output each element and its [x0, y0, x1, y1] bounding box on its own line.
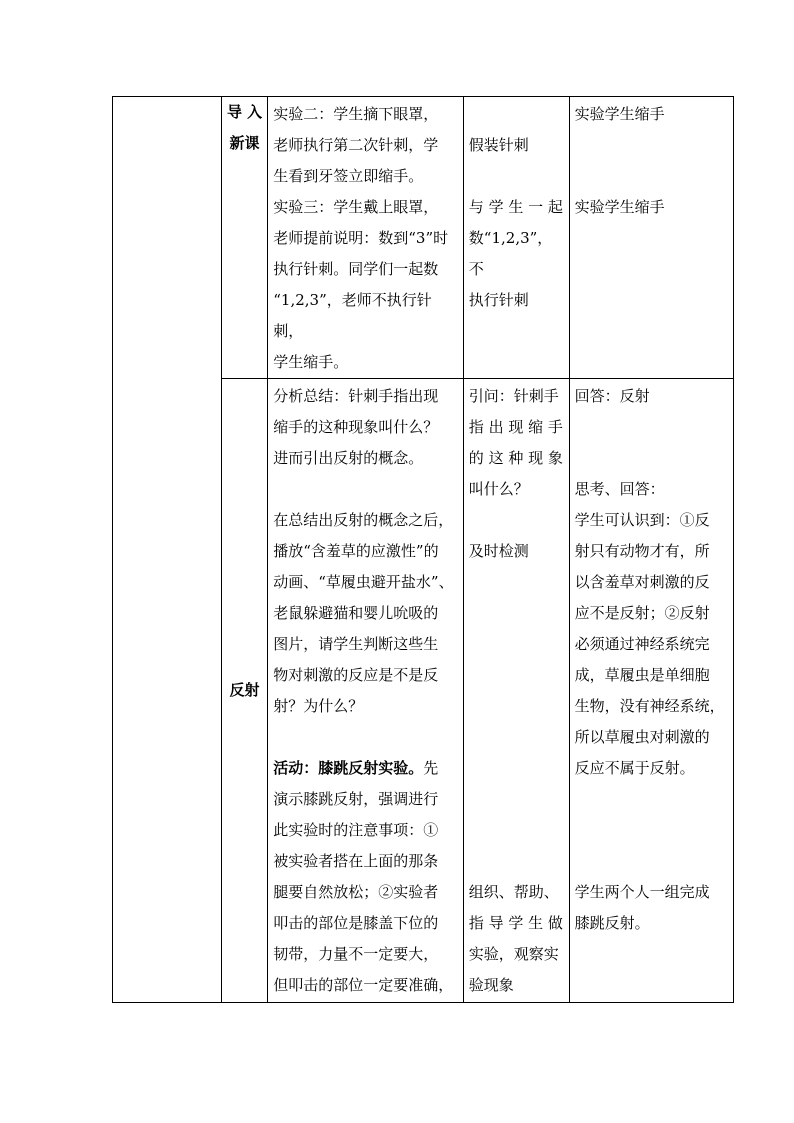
text-line: 被实验者搭在上面的那条 — [273, 852, 439, 870]
text-line: 射只有动物才有，所 — [574, 542, 710, 560]
text-line: 但叩击的部位一定要准确， — [273, 976, 454, 994]
text-fragment: 先 — [423, 759, 439, 777]
text-line: 学生两个人一组完成 — [574, 883, 710, 901]
text-line: 以含羞草对刺激的反 — [574, 573, 710, 591]
text-line: 老鼠躲避猫和婴儿吮吸的 — [273, 604, 439, 622]
text-line: 此实验时的注意事项：① — [273, 821, 439, 839]
text-line: 叩击的部位是膝盖下位的 — [273, 914, 439, 932]
text-line: 的 这 种 现 象 — [468, 449, 563, 467]
text-line: 执行针刺。同学们一起数 — [273, 260, 439, 278]
teacher-action-intro — [463, 97, 569, 379]
activity-heading-line — [273, 753, 458, 784]
text-line: 所以草履虫对刺激的 — [574, 728, 710, 746]
text-line: 思考、回答： — [574, 480, 665, 498]
text-line: “1,2,3”，老师不执行针刺， — [273, 291, 432, 340]
text-line: 实验学生缩手 — [574, 105, 665, 123]
text-line: 老师提前说明：数到“3”时 — [273, 229, 449, 247]
section-label-intro — [221, 97, 267, 379]
text-line: 分析总结：针刺手指出现 — [273, 387, 439, 405]
section-label-line: 新课 — [229, 134, 260, 152]
text-line: 数“1,2,3”，不 — [468, 229, 553, 278]
text-line: 韧带，力量不一定要大， — [273, 945, 439, 963]
text-line: 实验学生缩手 — [574, 198, 665, 216]
lesson-plan-table — [112, 96, 734, 1003]
teacher-activity-reflex — [268, 379, 464, 1003]
text-line: 回答：反射 — [574, 387, 650, 405]
student-activity-intro — [569, 97, 733, 379]
text-line: 膝跳反射。 — [574, 914, 650, 932]
text-line: 引问：针刺手 — [468, 387, 559, 405]
text-line: 在总结出反射的概念之后， — [273, 511, 454, 529]
text-line: 实验三：学生戴上眼罩， — [273, 198, 439, 216]
text-line: 生看到牙签立即缩手。 — [273, 167, 424, 185]
text-line: 假装针刺 — [468, 136, 529, 154]
text-line: 物对刺激的反应是不是反 — [273, 666, 439, 684]
student-activity-reflex — [569, 379, 733, 1003]
text-line: 学生可认识到：①反 — [574, 511, 710, 529]
text-line: 老师执行第二次针刺，学 — [273, 136, 439, 154]
text-line: 实验，观察实 — [468, 945, 559, 963]
section-label-line: 导 入 — [226, 103, 263, 121]
teacher-activity-intro — [268, 97, 464, 379]
text-line: 腿要自然放松；②实验者 — [273, 883, 439, 901]
text-line: 学生缩手。 — [273, 353, 349, 371]
text-line: 执行针刺 — [468, 291, 529, 309]
teacher-action-reflex — [463, 379, 569, 1003]
text-line: 成，草履虫是单细胞 — [574, 666, 710, 684]
row-intro — [113, 97, 734, 379]
text-line: 演示膝跳反射，强调进行 — [273, 790, 439, 808]
text-line: 实验二：学生摘下眼罩， — [273, 105, 439, 123]
text-line: 应不是反射；②反射 — [574, 604, 710, 622]
text-line: 验现象 — [468, 976, 514, 994]
text-line: 叫什么？ — [468, 480, 529, 498]
text-line: 生物，没有神经系统， — [574, 697, 725, 715]
blank-stage-column — [113, 97, 222, 1003]
text-line: 及时检测 — [468, 542, 529, 560]
text-line: 指 出 现 缩 手 — [468, 418, 563, 436]
text-line: 射？为什么？ — [273, 697, 364, 715]
text-line: 缩手的这种现象叫什么？ — [273, 418, 439, 436]
text-line: 播放“含羞草的应激性”的 — [273, 542, 439, 560]
text-line: 指 导 学 生 做 — [468, 914, 563, 932]
text-line: 反应不属于反射。 — [574, 759, 695, 777]
text-line: 动画、“草履虫避开盐水”、 — [273, 573, 454, 591]
activity-heading: 活动：膝跳反射实验。 — [273, 759, 424, 777]
text-line: 与 学 生 一 起 — [468, 198, 563, 216]
text-line: 必须通过神经系统完 — [574, 635, 710, 653]
section-label-text: 反射 — [229, 681, 260, 699]
text-line: 进而引出反射的概念。 — [273, 449, 424, 467]
section-label-reflex — [221, 379, 267, 1003]
text-line: 组织、帮助、 — [468, 883, 559, 901]
text-line: 图片，请学生判断这些生 — [273, 635, 439, 653]
